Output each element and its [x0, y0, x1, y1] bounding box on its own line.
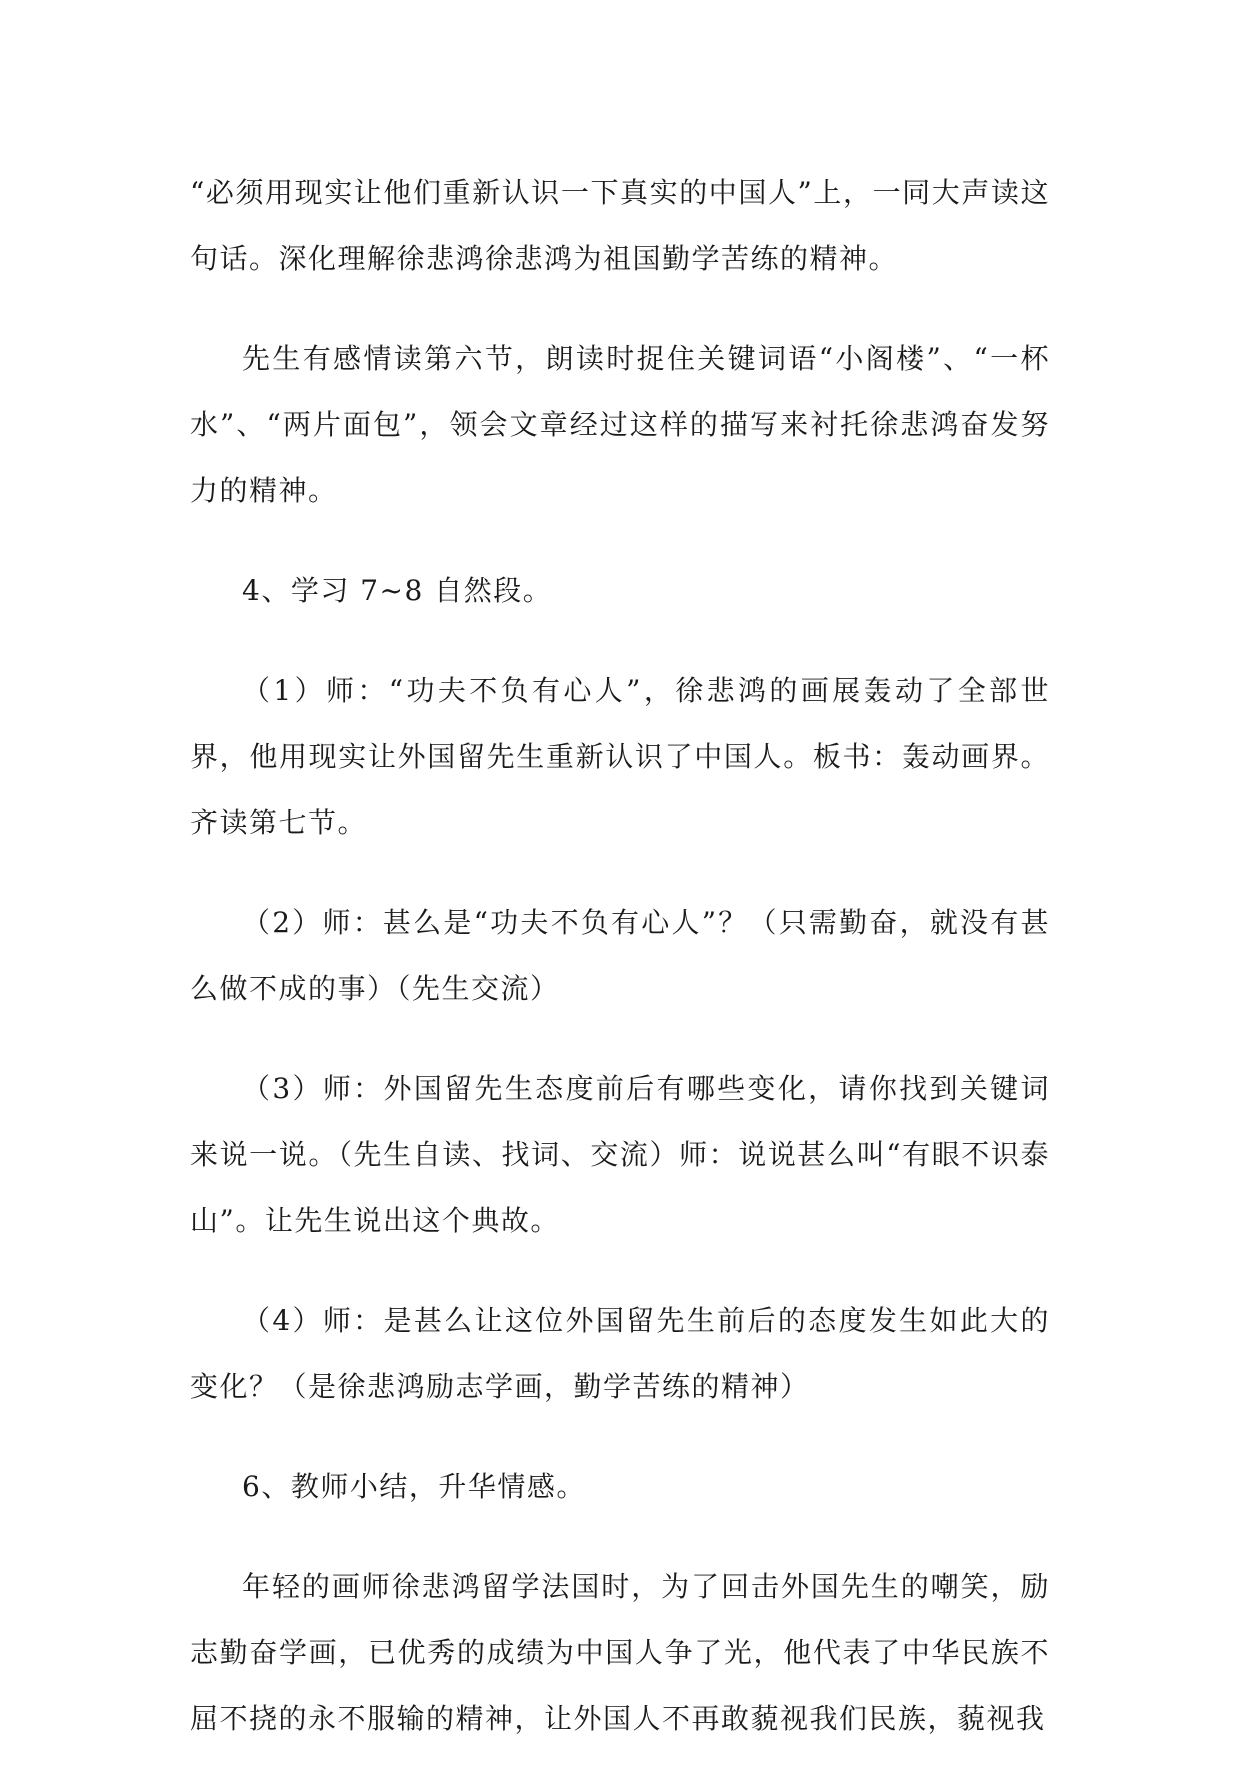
section-heading-4: 4、学习 7~8 自然段。 [242, 574, 553, 607]
section-heading-6: 6、教师小结，升华情感。 [242, 1470, 586, 1503]
document-page [190, 160, 1050, 1786]
paragraph-2: 先生有感情读第六节，朗读时捉住关键词语“小阁楼”、“一杯水”、“两片面包”，领会文章经过这样的描写来衬托徐悲鸿奋发努力的精神。 [190, 342, 1050, 507]
paragraph-item-2: （2）师：甚么是“功夫不负有心人”？（只需勤奋，就没有甚么做不成的事）（先生交流） [190, 906, 1050, 1005]
paragraph-summary: 年轻的画师徐悲鸿留学法国时，为了回击外国先生的嘲笑，励志勤奋学画，已优秀的成绩为中国人争了光，他代表了中华民族不屈不挠的永不服输的精神，让外国人不再敢藐视我们民族，藐视我 [190, 1570, 1050, 1735]
paragraph-item-1: （1）师：“功夫不负有心人”，徐悲鸿的画展轰动了全部世界，他用现实让外国留先生重新认识了中国人。板书：轰动画界。齐读第七节。 [190, 674, 1050, 839]
paragraph-item-3: （3）师：外国留先生态度前后有哪些变化，请你找到关键词来说一说。（先生自读、找词、交流）师：说说甚么叫“有眼不识泰山”。让先生说出这个典故。 [190, 1072, 1050, 1237]
paragraph-1: “必须用现实让他们重新认识一下真实的中国人”上，一同大声读这句话。深化理解徐悲鸿徐悲鸿为祖国勤学苦练的精神。 [190, 176, 1050, 275]
paragraph-item-4: （4）师：是甚么让这位外国留先生前后的态度发生如此大的变化？（是徐悲鸿励志学画，勤学苦练的精神） [190, 1304, 1050, 1403]
